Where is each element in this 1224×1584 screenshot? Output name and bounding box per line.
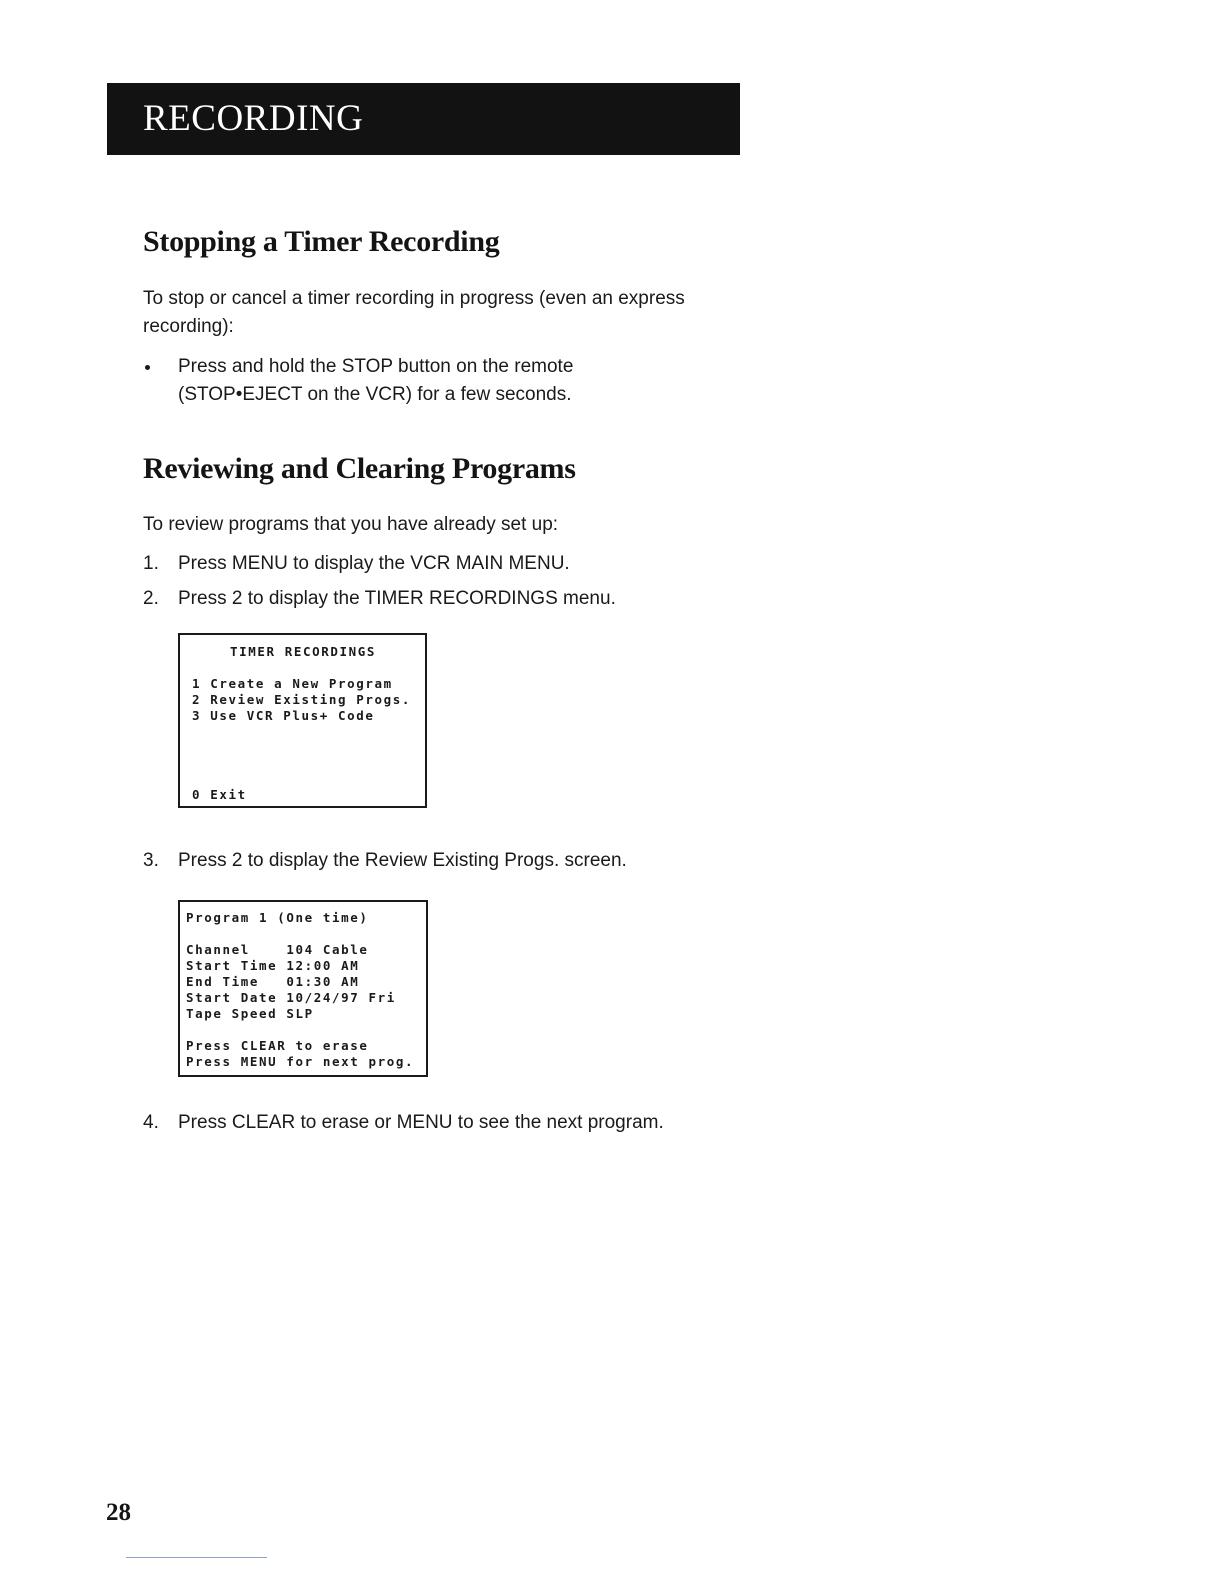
program-end-time: End Time 01:30 AM <box>186 974 360 989</box>
menu-option-vcr-plus-code: 3 Use VCR Plus+ Code <box>192 708 375 723</box>
stopping-intro-line-2: recording): <box>143 316 234 337</box>
stopping-intro-line-1: To stop or cancel a timer recording in progress (even an express <box>143 288 685 309</box>
page-number: 28 <box>106 1499 131 1526</box>
program-channel: Channel 104 Cable <box>186 942 369 957</box>
program-header: Program 1 (One time) <box>186 910 369 925</box>
step-number: 1. <box>143 553 159 574</box>
step-number: 2. <box>143 588 159 609</box>
menu-option-create-program: 1 Create a New Program <box>192 676 393 691</box>
step-item <box>143 585 763 613</box>
step-item <box>143 847 763 875</box>
stopping-bullet-item <box>143 353 763 413</box>
reviewing-intro: To review programs that you have already set up: <box>143 514 559 535</box>
heading-reviewing-clearing-programs: Reviewing and Clearing Programs <box>143 452 576 485</box>
step-text: Press 2 to display the Review Existing Progs. screen. <box>178 850 627 871</box>
heading-stopping-timer-recording: Stopping a Timer Recording <box>143 225 500 258</box>
screen-title: TIMER RECORDINGS <box>230 644 377 659</box>
stopping-bullet-line-2: (STOP•EJECT on the VCR) for a few seconds. <box>178 384 572 405</box>
step-item <box>143 550 763 578</box>
program-start-date: Start Date 10/24/97 Fri <box>186 990 396 1005</box>
menu-option-exit: 0 Exit <box>192 787 247 802</box>
step-item <box>143 1109 763 1137</box>
review-programs-screen <box>178 900 428 1077</box>
step-number: 4. <box>143 1112 159 1133</box>
footer-rule <box>126 1557 267 1558</box>
step-text: Press 2 to display the TIMER RECORDINGS menu. <box>178 588 616 609</box>
clear-hint: Press CLEAR to erase <box>186 1038 369 1053</box>
stopping-bullet-line-1: Press and hold the STOP button on the remote <box>178 356 574 377</box>
program-tape-speed: Tape Speed SLP <box>186 1006 314 1021</box>
step-text: Press MENU to display the VCR MAIN MENU. <box>178 553 570 574</box>
step-text: Press CLEAR to erase or MENU to see the next program. <box>178 1112 664 1133</box>
menu-hint: Press MENU for next prog. <box>186 1054 415 1069</box>
section-banner <box>107 83 740 155</box>
program-start-time: Start Time 12:00 AM <box>186 958 360 973</box>
menu-option-review-programs: 2 Review Existing Progs. <box>192 692 412 707</box>
step-number: 3. <box>143 850 159 871</box>
banner-title: RECORDING <box>143 98 364 139</box>
timer-recordings-screen <box>178 633 427 808</box>
